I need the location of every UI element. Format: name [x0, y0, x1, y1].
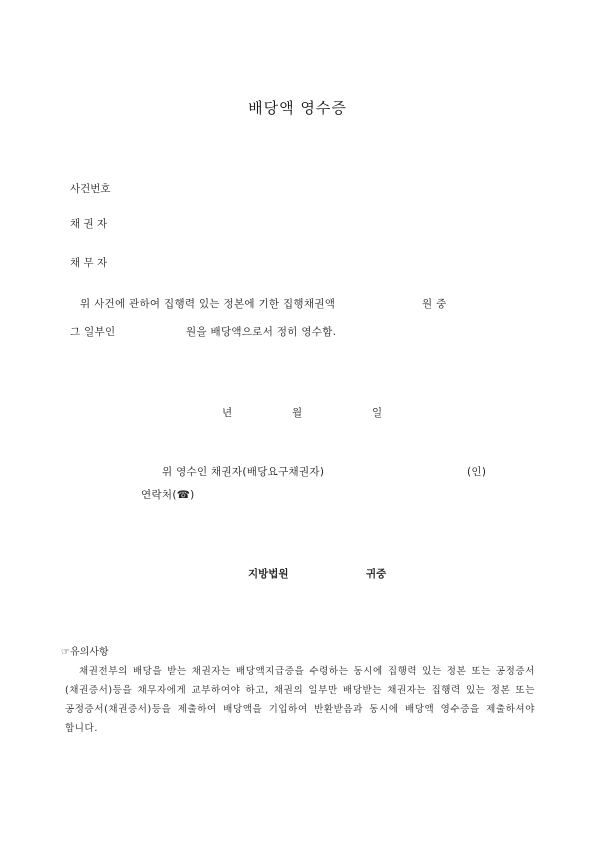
receipt-line-2-text: 그 일부인 [70, 326, 116, 338]
seal-mark: (인) [467, 466, 487, 478]
date-year-label: 년 [222, 407, 233, 419]
receipt-line-1-unit: 원 중 [422, 298, 447, 310]
recipient-label: 위 영수인 채권자(배당요구채권자) [162, 466, 325, 478]
receipt-line-1-text: 위 사건에 관하여 집행력 있는 정본에 기한 집행채권액 [80, 298, 336, 310]
receipt-line-2-unit: 원을 배당액으로서 정히 영수함. [186, 326, 337, 338]
document-title: 배당액 영수증 [248, 99, 347, 117]
debtor-label: 채 무 자 [70, 257, 108, 269]
creditor-label: 채 권 자 [70, 218, 108, 230]
court-name-label: 지방법원 [248, 568, 289, 580]
contact-label: 연락처(☎) [141, 489, 195, 501]
date-month-label: 월 [292, 407, 303, 419]
date-day-label: 일 [372, 407, 383, 419]
notice-heading: ☞유의사항 [61, 647, 109, 658]
case-number-label: 사건번호 [70, 183, 111, 195]
honorific-label: 귀중 [366, 568, 387, 580]
notice-text: 채권전부의 배당을 받는 채권자는 배당액지급증을 수령하는 동시에 집행력 있는 정본 또는 공정증서(채권증서)등을 채무자에게 교부하여야 하고, 채권의 일부만 배당받는 채권자는 집행력 있는 정본 또는 공정증서(채권증서)등을 제출하여 배당액을 기입하여 반환받음과 동시에 배당액 영수증을 제출하셔야 합니다. [65, 666, 535, 734]
